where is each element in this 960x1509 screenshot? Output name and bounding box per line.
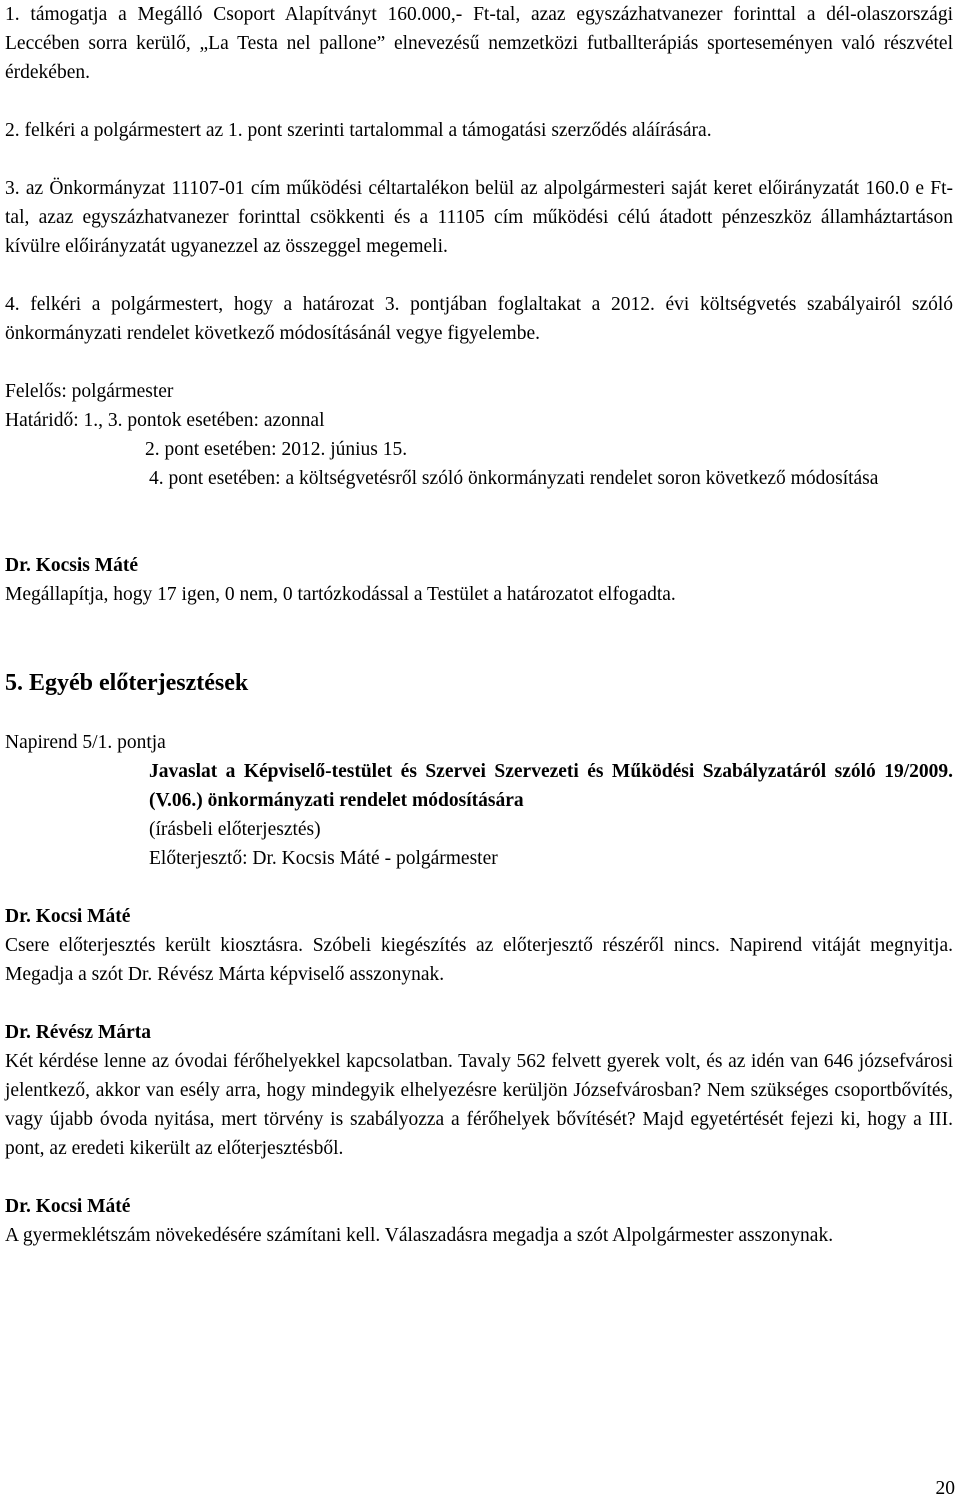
- speaker-name: Dr. Kocsi Máté: [5, 1196, 131, 1217]
- resolution-item-4: 4. felkéri a polgármestert, hogy a határozat 3. pontjában foglaltakat a 2012. évi költségvetés szabályairól szóló önkormányzati rendelet következő módosításánál vegye figyelembe.: [5, 294, 953, 344]
- speaker-text: Csere előterjesztés került kiosztásra. Szóbeli kiegészítés az előterjesztő részéről nincs. Napirend vitáját megnyitja. Megadja a szót Dr. Révész Márta képviselő asszonynak.: [5, 935, 953, 985]
- speaker-text: Megállapítja, hogy 17 igen, 0 nem, 0 tartózkodással a Testület a határozatot elfogadta.: [5, 584, 676, 605]
- speaker-name: Dr. Kocsis Máté: [5, 555, 139, 576]
- resolution-item-2: 2. felkéri a polgármestert az 1. pont szerinti tartalommal a támogatási szerződés aláírására.: [5, 120, 712, 141]
- deadline-line-3: [5, 464, 953, 493]
- speaker-name: Dr. Révész Márta: [5, 1022, 152, 1043]
- deadline-line-2: 2. pont esetében: 2012. június 15.: [145, 439, 408, 460]
- section-heading: 5. Egyéb előterjesztések: [5, 670, 249, 696]
- deadline-line-3-text: 4. pont esetében: a költségvetésről szóló önkormányzati rendelet soron következő módosítása: [149, 468, 879, 489]
- agenda-presenter: Előterjesztő: Dr. Kocsis Máté - polgármester: [149, 848, 498, 869]
- speaker-name: Dr. Kocsi Máté: [5, 906, 131, 927]
- agenda-title: Javaslat a Képviselő-testület és Szervei Szervezeti és Működési Szabályzatáról szóló 19/2009. (V.06.) önkormányzati rendelet módosítására: [149, 761, 953, 811]
- agenda-type: (írásbeli előterjesztés): [149, 819, 321, 840]
- agenda-label: Napirend 5/1. pontja: [5, 732, 166, 753]
- responsible-line: Felelős: polgármester: [5, 381, 174, 402]
- speaker-text: Két kérdése lenne az óvodai férőhelyekkel kapcsolatban. Tavaly 562 felvett gyerek volt, és az idén van 646 józsefvárosi jelentkező, akkor van esély arra, hogy mindegyik elhelyezésre kerüljön Józsefvárosban? Nem szükséges csoportbővítés, vagy újabb óvoda nyitása, mert törvény is szabályozza a férőhelyek bővítését? Majd egyetértését fejezi ki, hogy a III. pont, az eredeti kikerült az előterjesztésből.: [5, 1051, 953, 1159]
- document-page: [5, 0, 953, 1250]
- speaker-text: A gyermeklétszám növekedésére számítani kell. Válaszadásra megadja a szót Alpolgármester asszonynak.: [5, 1225, 834, 1246]
- resolution-item-1: 1. támogatja a Megálló Csoport Alapítványt 160.000,- Ft-tal, azaz egyszázhatvanezer forinttal a dél-olaszországi Leccében sorra kerülő, „La Testa nel pallone” elnevezésű nemzetközi futballterápiás sporteseményen való részvétel érdekében.: [5, 4, 953, 83]
- deadline-line-1: Határidő: 1., 3. pontok esetében: azonnal: [5, 410, 325, 431]
- page-number: 20: [935, 1478, 955, 1499]
- resolution-item-3: 3. az Önkormányzat 11107-01 cím működési céltartalékon belül az alpolgármesteri saját keret előirányzatát 160.0 e Ft-tal, azaz egyszázhatvanezer forinttal csökkenti és a 11105 cím működési célú átadott pénzeszköz államháztartáson kívülre előirányzatát ugyanezzel az összeggel megemeli.: [5, 178, 953, 257]
